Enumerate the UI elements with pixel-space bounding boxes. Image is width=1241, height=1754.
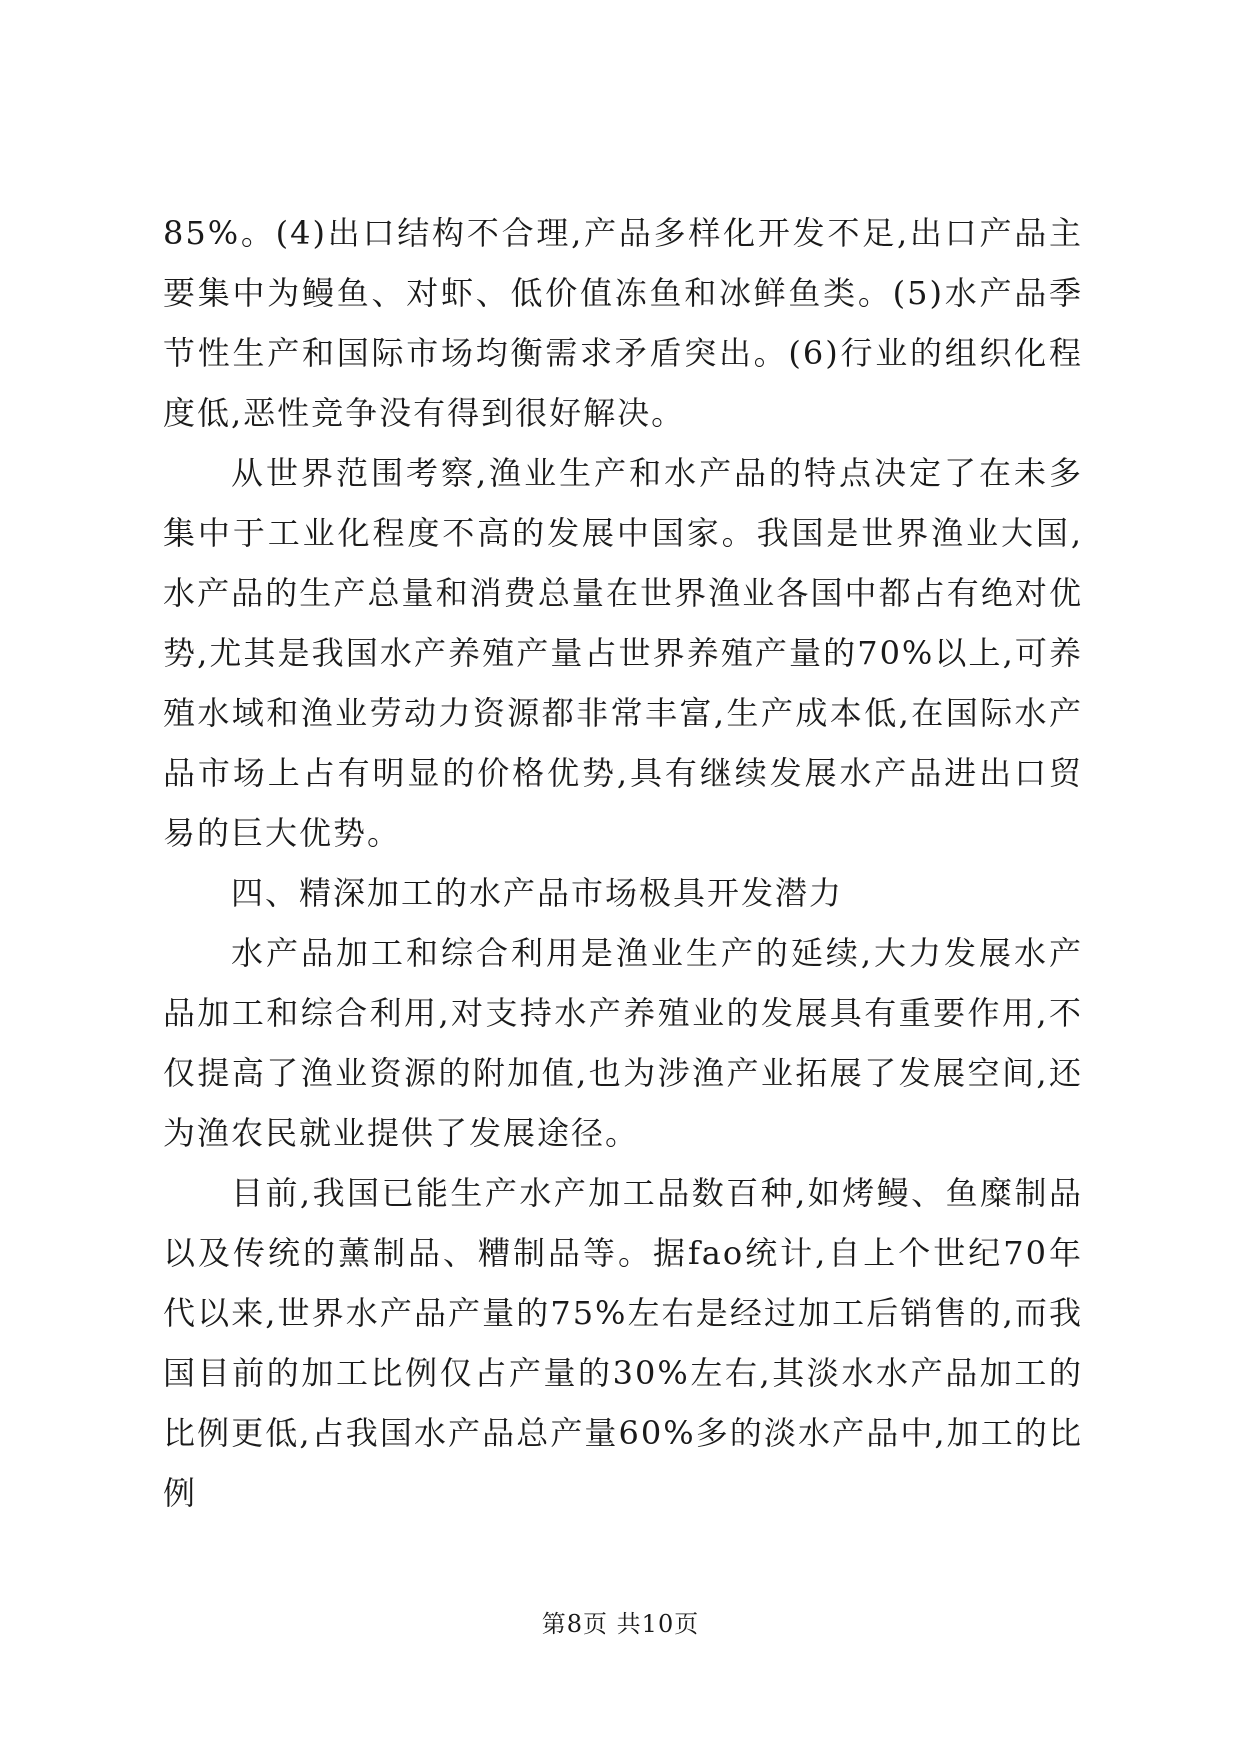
page-footer: 第8页 共10页 — [541, 1610, 700, 1638]
section-heading: 四、精深加工的水产品市场极具开发潜力 — [231, 874, 844, 912]
paragraph-export-problems: 85%。(4)出口结构不合理,产品多样化开发不足,出口产品主要集中为鳗鱼、对虾、低价值冻鱼和冰鲜鱼类。(5)水产品季节性生产和国际市场均衡需求矛盾突出。(6)行业的组织化程度低,恶性竞争没有得到很好解决。 — [163, 214, 1083, 432]
paragraph-processing: 水产品加工和综合利用是渔业生产的延续,大力发展水产品加工和综合利用,对支持水产养殖业的发展具有重要作用,不仅提高了渔业资源的附加值,也为涉渔产业拓展了发展空间,还为渔农民就业提供了发展途径。 — [163, 934, 1083, 1152]
paragraph-world-fishery: 从世界范围考察,渔业生产和水产品的特点决定了在未多集中于工业化程度不高的发展中国家。我国是世界渔业大国,水产品的生产总量和消费总量在世界渔业各国中都占有绝对优势,尤其是我国水产养殖产量占世界养殖产量的70%以上,可养殖水域和渔业劳动力资源都非常丰富,生产成本低,在国际水产品市场上占有明显的价格优势,具有继续发展水产品进出口贸易的巨大优势。 — [163, 454, 1083, 852]
paragraph-current-status: 目前,我国已能生产水产加工品数百种,如烤鳗、鱼糜制品以及传统的薰制品、糟制品等。据fao统计,自上个世纪70年代以来,世界水产品产量的75%左右是经过加工后销售的,而我国目前的加工比例仅占产量的30%左右,其淡水水产品加工的比例更低,占我国水产品总产量60%多的淡水产品中,加工的比例 — [163, 1174, 1083, 1512]
body-text — [163, 203, 1083, 1523]
